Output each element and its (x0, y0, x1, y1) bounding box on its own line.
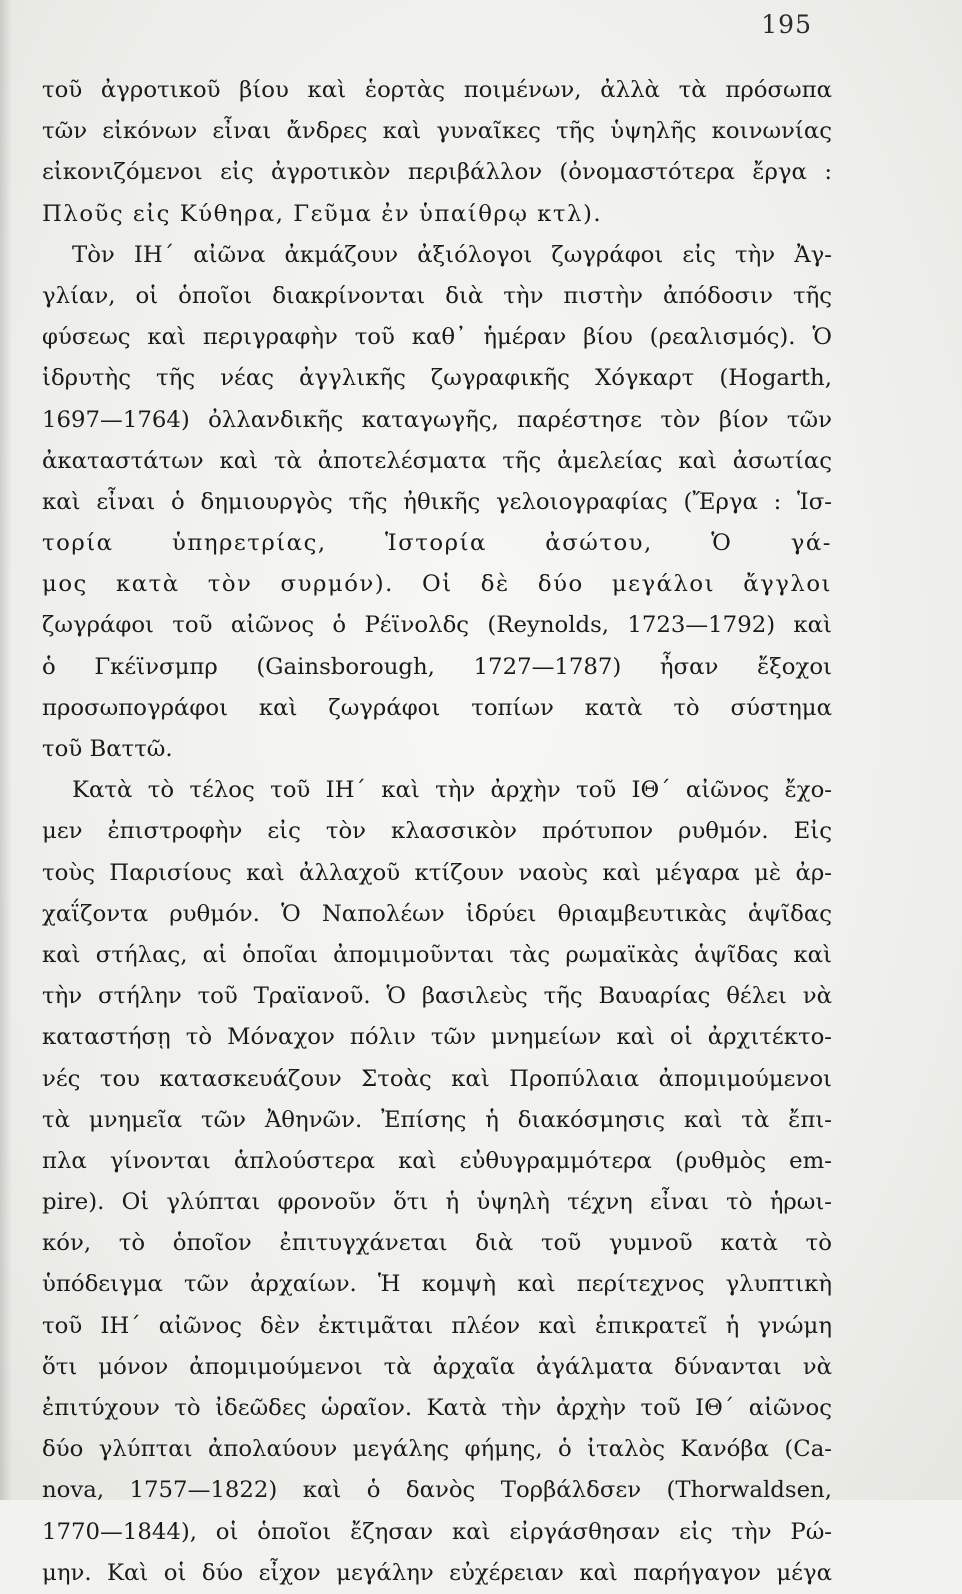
text-line: καὶ εἶναι ὁ δημιουργὸς τῆς ἠθικῆς γελοιογραφίας (Ἔργα : Ἱσ- (42, 488, 832, 515)
text-line: μος κατὰ τὸν συρμόν). Οἱ δὲ δύο μεγάλοι ἄγγλοι (42, 571, 832, 598)
text-line: φύσεως καὶ περιγραφὴν τοῦ καθ᾽ ἡμέραν βίου (ρεαλισμός). Ὁ (42, 324, 832, 351)
text-line: Τὸν ΙΗ΄ αἰῶνα ἀκμάζουν ἀξιόλογοι ζωγράφοι εἰς τὴν Ἀγ- (72, 241, 832, 268)
text-line: τοὺς Παρισίους καὶ ἀλλαχοῦ κτίζουν ναοὺς καὶ μέγαρα μὲ ἀρ- (42, 859, 832, 886)
text-line: προσωπογράφοι καὶ ζωγράφοι τοπίων κατὰ τὸ σύστημα (42, 694, 832, 721)
text-line: 1697—1764) ὀλλανδικῆς καταγωγῆς, παρέστησε τὸν βίον τῶν (42, 406, 832, 433)
text-line: ὅτι μόνον ἀπομιμούμενοι τὰ ἀρχαῖα ἀγάλματα δύνανται νὰ (42, 1353, 832, 1380)
text-line: μεν ἐπιστροφὴν εἰς τὸν κλασσικὸν πρότυπον ρυθμόν. Εἰς (42, 818, 832, 845)
text-line: nova, 1757—1822) καὶ ὁ δανὸς Τορβάλδσεν (Thorwaldsen, (42, 1477, 832, 1504)
text-line: δύο γλύπται ἀπολαύουν μεγάλης φήμης, ὁ ἰταλὸς Κανόβα (Ca- (42, 1436, 832, 1463)
page-edge-shadow (0, 0, 12, 1500)
text-line: τῶν εἰκόνων εἶναι ἄνδρες καὶ γυναῖκες τῆς ὑψηλῆς κοινωνίας (42, 118, 832, 145)
text-line: νές του κατασκευάζουν Στοὰς καὶ Προπύλαια ἀπομιμούμενοι (42, 1065, 832, 1092)
text-line: ἱδρυτὴς τῆς νέας ἀγγλικῆς ζωγραφικῆς Χόγκαρτ (Hogarth, (42, 365, 832, 392)
text-line: ὑπόδειγμα τῶν ἀρχαίων. Ἡ κομψὴ καὶ περίτεχνος γλυπτικὴ (42, 1271, 832, 1298)
body-text (42, 70, 832, 1594)
text-line: τορία ὑπηρετρίας, Ἱστορία ἀσώτου, Ὁ γά- (42, 530, 832, 557)
text-line: ἀκαταστάτων καὶ τὰ ἀποτελέσματα τῆς ἀμελείας καὶ ἀσωτίας (42, 447, 832, 474)
text-line: γλίαν, οἱ ὁποῖοι διακρίνονται διὰ τὴν πιστὴν ἀπόδοσιν τῆς (42, 282, 832, 309)
text-line: εἰκονιζόμενοι εἰς ἀγροτικὸν περιβάλλον (ὀνομαστότερα ἔργα : (42, 159, 832, 186)
text-line: Κατὰ τὸ τέλος τοῦ ΙΗ΄ καὶ τὴν ἀρχὴν τοῦ ΙΘ΄ αἰῶνος ἔχο- (72, 777, 832, 804)
text-line: χαΐζοντα ρυθμόν. Ὁ Ναπολέων ἱδρύει θριαμβευτικὰς ἁψῖδας (42, 900, 832, 927)
text-line: 1770—1844), οἱ ὁποῖοι ἔζησαν καὶ εἰργάσθησαν εἰς τὴν Ρώ- (42, 1518, 832, 1545)
text-line: ὁ Γκέϊνσμπρ (Gainsborough, 1727—1787) ἦσαν ἔξοχοι (42, 653, 832, 680)
text-line: μην. Καὶ οἱ δύο εἶχον μεγάλην εὐχέρειαν καὶ παρήγαγον μέγα (42, 1559, 832, 1586)
text-line: τοῦ Βαττῶ. (42, 736, 173, 762)
text-line: καταστήσῃ τὸ Μόναχον πόλιν τῶν μνημείων καὶ οἱ ἀρχιτέκτο- (42, 1024, 832, 1051)
text-line: τὰ μνημεῖα τῶν Ἀθηνῶν. Ἐπίσης ἡ διακόσμησις καὶ τὰ ἔπι- (42, 1106, 832, 1133)
text-line: ζωγράφοι τοῦ αἰῶνος ὁ Ρέϊνολδς (Reynolds, 1723—1792) καὶ (42, 612, 832, 639)
page-number: 195 (761, 10, 812, 39)
text-line: τοῦ ἀγροτικοῦ βίου καὶ ἑορτὰς ποιμένων, ἀλλὰ τὰ πρόσωπα (42, 77, 832, 103)
text-line: pire). Οἱ γλύπται φρονοῦν ὅτι ἡ ὑψηλὴ τέχνη εἶναι τὸ ἡρωι- (42, 1189, 832, 1216)
text-line: κόν, τὸ ὁποῖον ἐπιτυγχάνεται διὰ τοῦ γυμνοῦ κατὰ τὸ (42, 1230, 832, 1257)
text-line: τὴν στήλην τοῦ Τραϊανοῦ. Ὁ βασιλεὺς τῆς Βαυαρίας θέλει νὰ (42, 983, 832, 1010)
text-line: πλα γίνονται ἁπλούστερα καὶ εὐθυγραμμότερα (ρυθμὸς em- (42, 1147, 832, 1174)
text-line: τοῦ ΙΗ΄ αἰῶνος δὲν ἐκτιμᾶται πλέον καὶ ἐπικρατεῖ ἡ γνώμη (42, 1312, 832, 1339)
text-line: Πλοῦς εἰς Κύθηρα, Γεῦμα ἐν ὑπαίθρῳ κτλ). (42, 200, 603, 227)
text-line: ἐπιτύχουν τὸ ἰδεῶδες ὡραῖον. Κατὰ τὴν ἀρχὴν τοῦ ΙΘ΄ αἰῶνος (42, 1395, 832, 1421)
text-line: καὶ στήλας, αἱ ὁποῖαι ἀπομιμοῦνται τὰς ρωμαϊκὰς ἁψῖδας καὶ (42, 941, 832, 968)
